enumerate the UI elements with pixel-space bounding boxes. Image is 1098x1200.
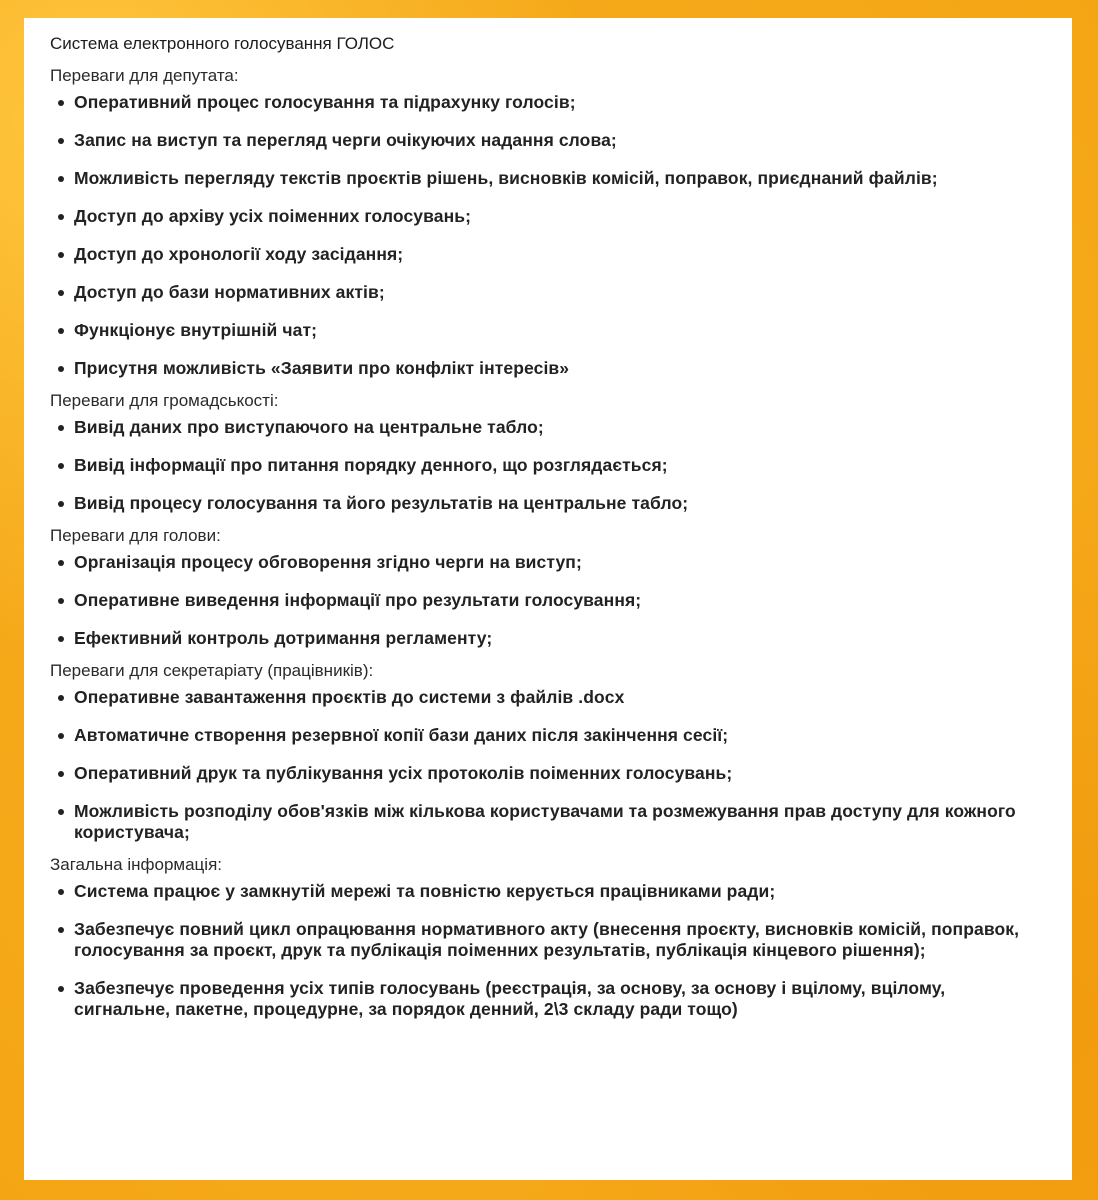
bullet-list bbox=[50, 417, 1046, 514]
list-item bbox=[50, 417, 1046, 438]
bullet-icon bbox=[58, 214, 64, 220]
list-item bbox=[50, 801, 1046, 843]
list-item bbox=[50, 881, 1046, 902]
bullet-icon bbox=[58, 889, 64, 895]
bullet-icon bbox=[58, 290, 64, 296]
document-panel bbox=[24, 18, 1072, 1180]
list-item bbox=[50, 244, 1046, 265]
list-item-text: Можливість розподілу обов'язків між кількова користувачами та розмежування прав доступу для кожного користувача; bbox=[74, 801, 1016, 842]
list-item-text: Вивід інформації про питання порядку денного, що розглядається; bbox=[74, 455, 668, 475]
list-item bbox=[50, 763, 1046, 784]
bullet-icon bbox=[58, 927, 64, 933]
section-heading: Переваги для секретаріату (працівників): bbox=[50, 661, 374, 680]
list-item bbox=[50, 358, 1046, 379]
list-item bbox=[50, 493, 1046, 514]
bullet-icon bbox=[58, 636, 64, 642]
list-item bbox=[50, 92, 1046, 113]
list-item-text: Доступ до бази нормативних актів; bbox=[74, 282, 385, 302]
list-item-text: Система працює у замкнутій мережі та повністю керується працівниками ради; bbox=[74, 881, 776, 901]
bullet-icon bbox=[58, 598, 64, 604]
list-item-text: Доступ до хронології ходу засідання; bbox=[74, 244, 404, 264]
list-item bbox=[50, 168, 1046, 189]
list-item bbox=[50, 552, 1046, 573]
bullet-icon bbox=[58, 695, 64, 701]
list-item-text: Забезпечує повний цикл опрацювання нормативного акту (внесення проєкту, висновків комісій, поправок, голосування за проєкт, друк та публікація поіменних результатів, публікація кінцевого рішення); bbox=[74, 919, 1020, 960]
section-general bbox=[50, 853, 1046, 1020]
list-item-text: Присутня можливість «Заявити про конфлікт інтересів» bbox=[74, 358, 570, 378]
list-item-text: Запис на виступ та перегляд черги очікуючих надання слова; bbox=[74, 130, 617, 150]
list-item-text: Оперативне виведення інформації про результати голосування; bbox=[74, 590, 642, 610]
list-item-text: Оперативне завантаження проєктів до системи з файлів .docx bbox=[74, 687, 625, 707]
list-item-text: Функціонує внутрішній чат; bbox=[74, 320, 318, 340]
bullet-icon bbox=[58, 463, 64, 469]
list-item-text: Вивід даних про виступаючого на центральне табло; bbox=[74, 417, 544, 437]
bullet-list bbox=[50, 552, 1046, 649]
list-item-text: Ефективний контроль дотримання регламенту; bbox=[74, 628, 493, 648]
section-heading: Переваги для голови: bbox=[50, 526, 221, 545]
bullet-icon bbox=[58, 733, 64, 739]
bullet-list bbox=[50, 881, 1046, 1020]
list-item-text: Організація процесу обговорення згідно черги на виступ; bbox=[74, 552, 582, 572]
list-item-text: Оперативний процес голосування та підрахунку голосів; bbox=[74, 92, 576, 112]
list-item bbox=[50, 206, 1046, 227]
section-heading: Переваги для громадськості: bbox=[50, 391, 279, 410]
list-item bbox=[50, 978, 1046, 1020]
bullet-icon bbox=[58, 501, 64, 507]
list-item-text: Доступ до архіву усіх поіменних голосувань; bbox=[74, 206, 472, 226]
list-item bbox=[50, 590, 1046, 611]
list-item-text: Забезпечує проведення усіх типів голосувань (реєстрація, за основу, за основу і вцілому, вцілому, сигнальне, пакетне, процедурне, за порядок денний, 2\3 складу ради тощо) bbox=[74, 978, 946, 1019]
list-item bbox=[50, 320, 1046, 341]
list-item bbox=[50, 919, 1046, 961]
section-deputy bbox=[50, 64, 1046, 379]
bullet-icon bbox=[58, 328, 64, 334]
bullet-icon bbox=[58, 176, 64, 182]
section-head bbox=[50, 524, 1046, 649]
bullet-icon bbox=[58, 560, 64, 566]
section-heading: Загальна інформація: bbox=[50, 855, 222, 874]
bullet-icon bbox=[58, 425, 64, 431]
document-title: Система електронного голосування ГОЛОС bbox=[50, 34, 395, 53]
bullet-icon bbox=[58, 100, 64, 106]
list-item-text: Автоматичне створення резервної копії бази даних після закінчення сесії; bbox=[74, 725, 729, 745]
list-item-text: Оперативний друк та публікування усіх протоколів поіменних голосувань; bbox=[74, 763, 733, 783]
bullet-icon bbox=[58, 138, 64, 144]
list-item-text: Можливість перегляду текстів проєктів рішень, висновків комісій, поправок, приєднаний файлів; bbox=[74, 168, 938, 188]
list-item bbox=[50, 282, 1046, 303]
bullet-icon bbox=[58, 986, 64, 992]
list-item bbox=[50, 130, 1046, 151]
list-item bbox=[50, 628, 1046, 649]
section-public bbox=[50, 389, 1046, 514]
list-item bbox=[50, 687, 1046, 708]
section-secretariat bbox=[50, 659, 1046, 843]
bullet-icon bbox=[58, 366, 64, 372]
bullet-icon bbox=[58, 771, 64, 777]
bullet-icon bbox=[58, 809, 64, 815]
bullet-list bbox=[50, 92, 1046, 379]
bullet-icon bbox=[58, 252, 64, 258]
section-heading: Переваги для депутата: bbox=[50, 66, 239, 85]
bullet-list bbox=[50, 687, 1046, 843]
list-item bbox=[50, 725, 1046, 746]
list-item-text: Вивід процесу голосування та його результатів на центральне табло; bbox=[74, 493, 689, 513]
list-item bbox=[50, 455, 1046, 476]
